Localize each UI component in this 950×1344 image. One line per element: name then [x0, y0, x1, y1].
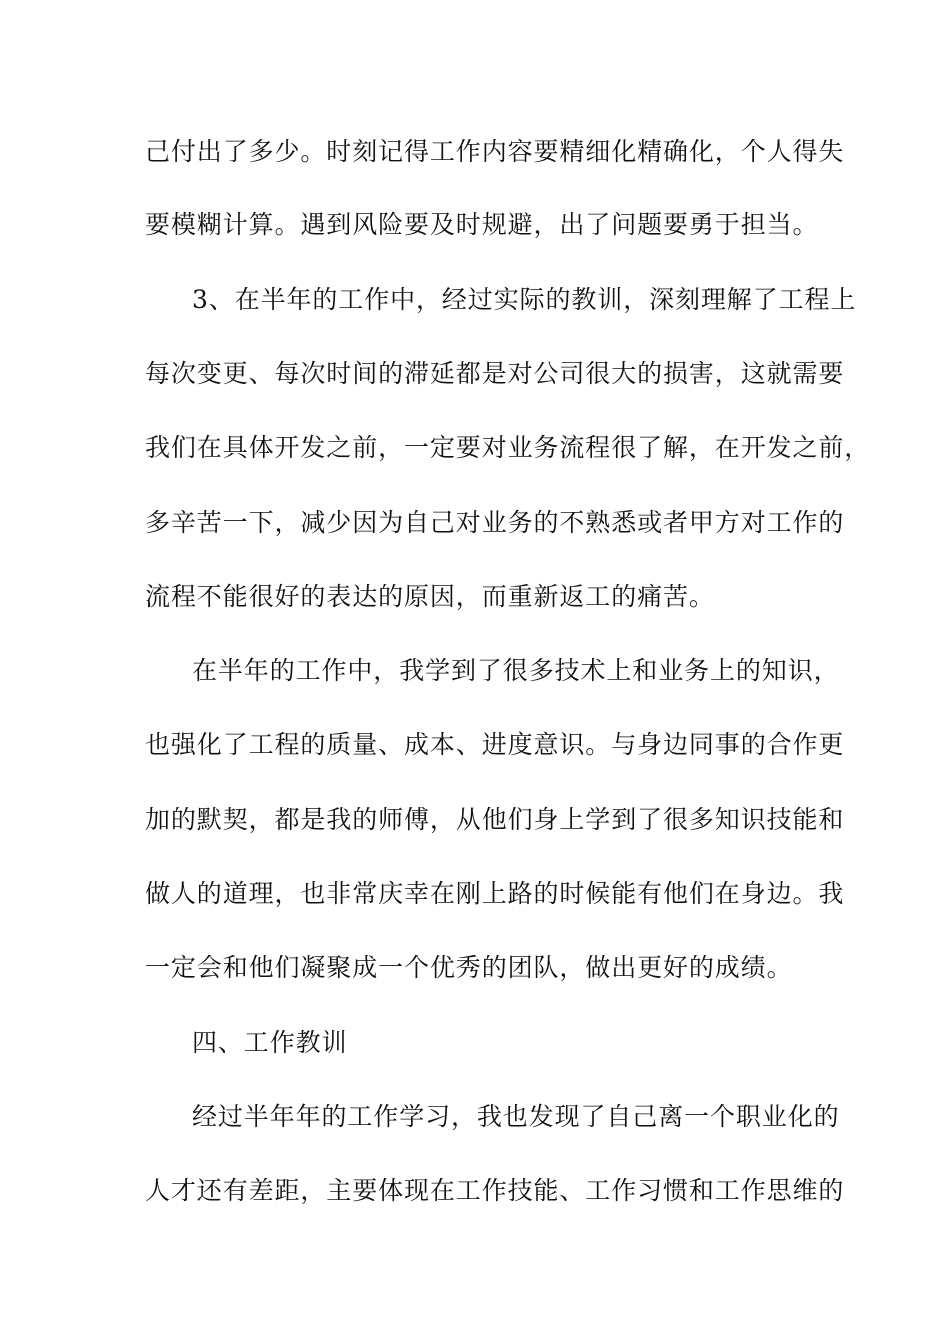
text-line: 人才还有差距，主要体现在工作技能、工作习惯和工作思维的: [145, 1176, 845, 1205]
text-line: 要模糊计算。遇到风险要及时规避，出了问题要勇于担当。: [145, 210, 819, 239]
text-line: 加的默契，都是我的师傅，从他们身上学到了很多知识技能和: [145, 805, 845, 834]
text-line: 做人的道理，也非常庆幸在刚上路的时候能有他们在身边。我: [145, 879, 845, 908]
text-line: 己付出了多少。时刻记得工作内容要精细化精确化，个人得失: [145, 137, 845, 166]
text-line: 也强化了工程的质量、成本、进度意识。与身边同事的合作更: [145, 730, 845, 759]
text-line: 我们在具体开发之前，一定要对业务流程很了解，在开发之前，: [145, 433, 871, 462]
section-heading: 四、工作教训: [192, 1028, 348, 1057]
text-line: 3、在半年的工作中，经过实际的教训，深刻理解了工程上: [192, 285, 857, 314]
text-line: 一定会和他们凝聚成一个优秀的团队，做出更好的成绩。: [145, 953, 793, 982]
text-line: 多辛苦一下，减少因为自己对业务的不熟悉或者甲方对工作的: [145, 508, 845, 537]
text-line: 在半年的工作中，我学到了很多技术上和业务上的知识，: [192, 656, 840, 685]
text-line: 流程不能很好的表达的原因，而重新返工的痛苦。: [145, 582, 715, 611]
text-line: 经过半年年的工作学习，我也发现了自己离一个职业化的: [192, 1102, 840, 1131]
text-line: 每次变更、每次时间的滞延都是对公司很大的损害，这就需要: [145, 359, 845, 388]
